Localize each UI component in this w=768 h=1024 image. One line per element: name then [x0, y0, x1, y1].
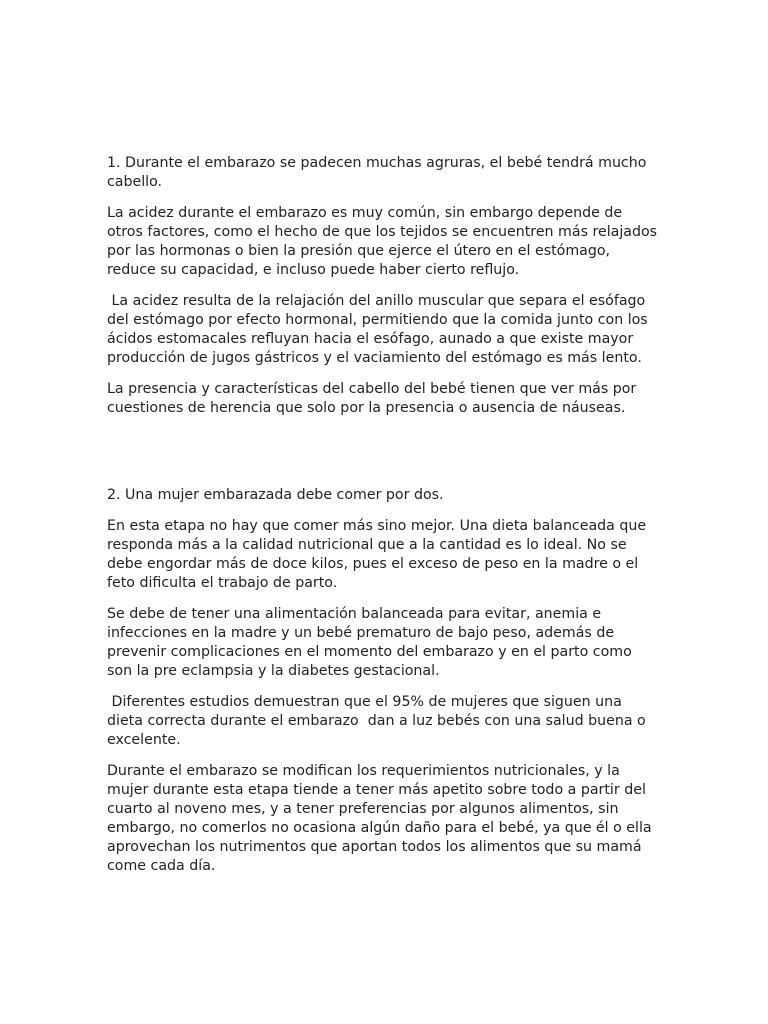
- document-body: [107, 154, 662, 888]
- section-2-paragraph-4: Durante el embarazo se modifican los requerimientos nutricionales, y la mujer durante esta etapa tiende a tener más apetito sobre todo a partir del cuarto al noveno mes, y a tener preferencias por algunos alimentos, sin embargo, no comerlos no ocasiona algún daño para el bebé, ya que él o ella aprovechan los nutrimentos que aportan todos los alimentos que su mamá come cada día.: [107, 763, 657, 874]
- section-spacer: [107, 430, 659, 486]
- section-2-heading: 2. Una mujer embarazada debe comer por dos.: [107, 487, 444, 503]
- section-1-paragraph-2: La acidez resulta de la relajación del anillo muscular que separa el esófago del estómago por efecto hormonal, permitiendo que la comida junto con los ácidos estomacales refluyan hacia el esófago, aunado a que existe mayor producción de jugos gástricos y el vaciamiento del estómago es más lento.: [107, 293, 653, 366]
- section-2-paragraph-1: En esta etapa no hay que comer más sino mejor. Una dieta balanceada que responda más a la calidad nutricional que a la cantidad es lo ideal. No se debe engordar más de doce kilos, pues el exceso de peso en la madre o el feto dificulta el trabajo de parto.: [107, 518, 651, 591]
- section-1-heading: 1. Durante el embarazo se padecen muchas agruras, el bebé tendrá mucho cabello.: [107, 155, 651, 190]
- section-2-paragraph-3: Diferentes estudios demuestran que el 95% de mujeres que siguen una dieta correcta durante el embarazo dan a luz bebés con una salud buena o excelente.: [107, 694, 651, 748]
- section-2-paragraph-2: Se debe de tener una alimentación balanceada para evitar, anemia e infecciones en la madre y un bebé prematuro de bajo peso, además de prevenir complicaciones en el momento del embarazo y en el parto como son la pre eclampsia y la diabetes gestacional.: [107, 606, 637, 679]
- section-1: [107, 154, 662, 418]
- section-1-paragraph-1: La acidez durante el embarazo es muy común, sin embargo depende de otros factores, como el hecho de que los tejidos se encuentren más relajados por las hormonas o bien la presión que ejerce el útero en el estómago, reduce su capacidad, e incluso puede haber cierto reflujo.: [107, 205, 662, 278]
- section-1-paragraph-3: La presencia y características del cabello del bebé tienen que ver más por cuestiones de herencia que solo por la presencia o ausencia de náuseas.: [107, 381, 641, 416]
- section-2: [107, 486, 659, 876]
